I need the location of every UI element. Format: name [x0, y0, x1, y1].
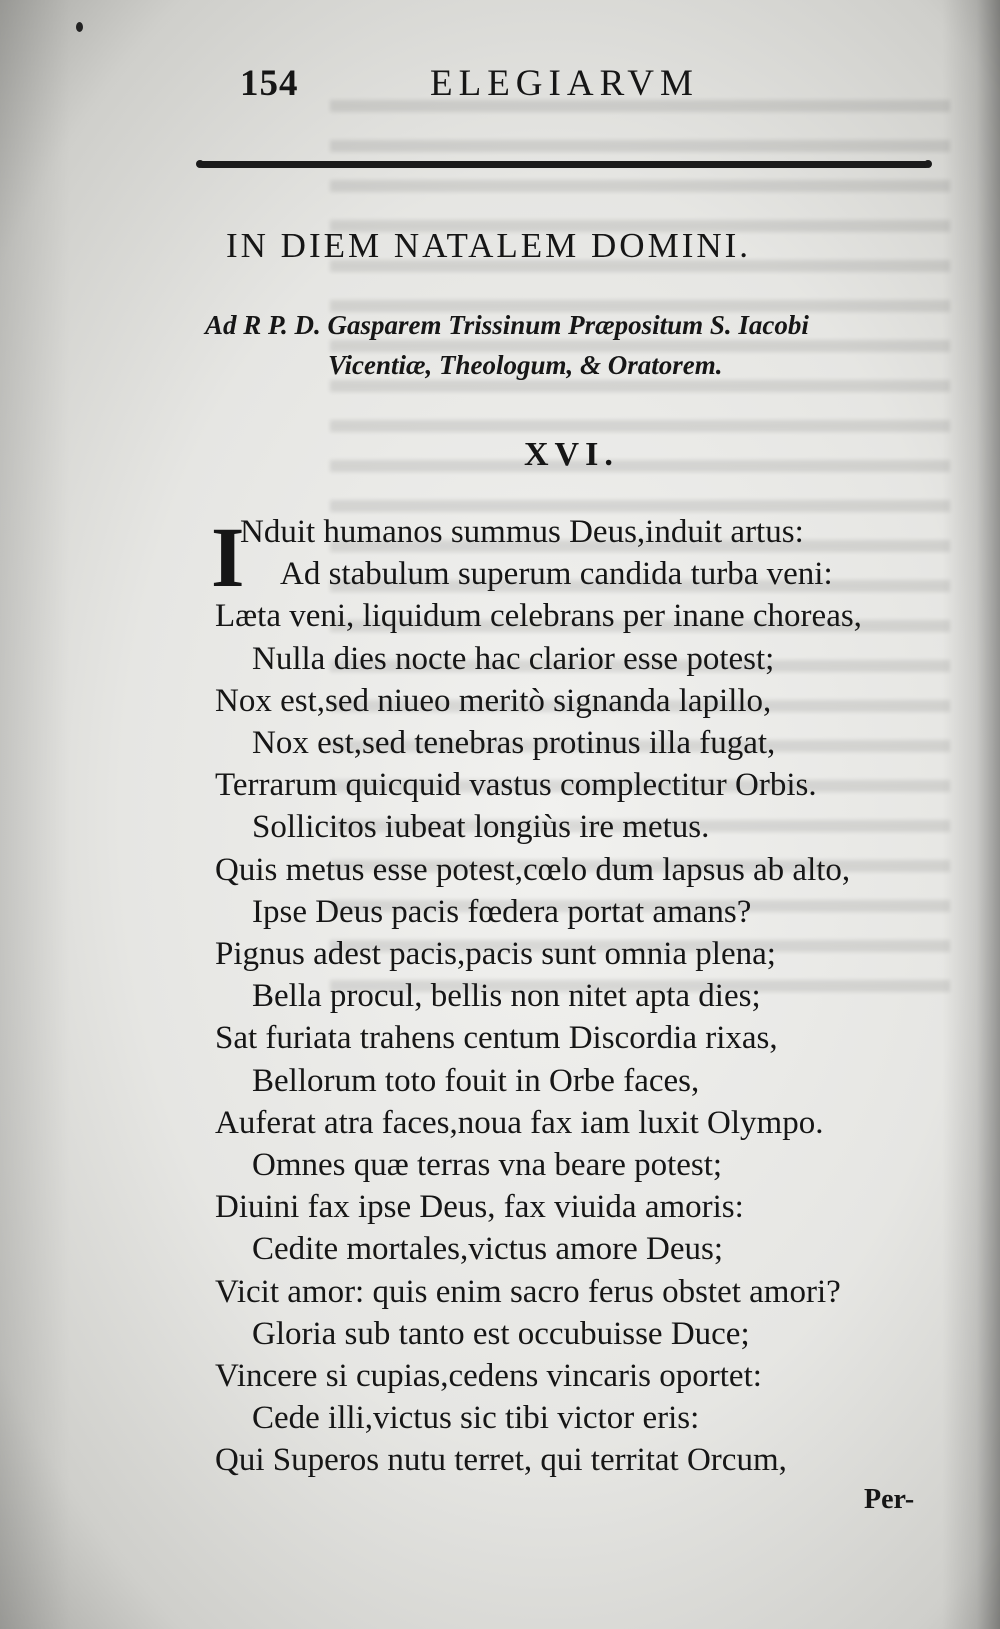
page-number: 154 — [240, 63, 299, 104]
poem-line: Læta veni, liquidum celebrans per inane choreas, — [215, 598, 862, 634]
poem-line: Vincere si cupias,cedens vincaris oportet: — [215, 1358, 762, 1394]
dedication-line-1: Ad R P. D. Gasparem Trissinum Præpositum S. Iacobi — [205, 310, 809, 340]
running-head: ELEGIARVM — [430, 63, 699, 104]
poem-line: Bella procul, bellis non nitet apta dies; — [252, 978, 761, 1014]
poem-line: Ad stabulum superum candida turba veni: — [280, 556, 833, 592]
poem-line: Gloria sub tanto est occubuisse Duce; — [252, 1316, 750, 1352]
poem-line: Auferat atra faces,noua fax iam luxit Olympo. — [215, 1105, 824, 1141]
drop-cap: I — [211, 509, 245, 605]
poem-title: IN DIEM NATALEM DOMINI. — [226, 226, 752, 265]
poem-line: Nox est,sed tenebras protinus illa fugat, — [252, 725, 776, 761]
ink-mark — [76, 22, 83, 32]
poem-line: Nulla dies nocte hac clarior esse potest; — [252, 641, 775, 677]
poem-line: Vicit amor: quis enim sacro ferus obstet amori? — [215, 1274, 841, 1310]
rule-ornament-right — [924, 160, 932, 168]
catchword: Per- — [864, 1484, 915, 1515]
poem-line: Omnes quæ terras vna beare potest; — [252, 1147, 723, 1183]
poem-line: Pignus adest pacis,pacis sunt omnia plena; — [215, 936, 776, 972]
poem-number: XVI. — [524, 436, 619, 473]
poem-line: Diuini fax ipse Deus, fax viuida amoris: — [215, 1189, 744, 1225]
poem-line: Quis metus esse potest,cœlo dum lapsus ab alto, — [215, 852, 851, 888]
poem-line: Terrarum quicquid vastus complectitur Orbis. — [215, 767, 817, 803]
dedication-line-2: Vicentiæ, Theologum, & Oratorem. — [328, 350, 723, 380]
poem-line: Nox est,sed niueo meritò signanda lapillo, — [215, 683, 772, 719]
poem-line: Nduit humanos summus Deus,induit artus: — [240, 514, 804, 550]
page-shadow-right — [942, 0, 1000, 1629]
header-rule — [200, 161, 928, 168]
poem-line: Qui Superos nutu terret, qui territat Orcum, — [215, 1442, 787, 1478]
poem-line: Ipse Deus pacis fœdera portat amans? — [252, 894, 752, 930]
poem-line: Bellorum toto fouit in Orbe faces, — [252, 1063, 700, 1099]
poem-line: Sat furiata trahens centum Discordia rixas, — [215, 1020, 778, 1056]
page-shadow-left — [0, 0, 70, 1629]
poem-line: Sollicitos iubeat longiùs ire metus. — [252, 809, 710, 845]
poem-line: Cedite mortales,victus amore Deus; — [252, 1231, 724, 1267]
poem-line: Cede illi,victus sic tibi victor eris: — [252, 1400, 700, 1436]
page-header — [240, 62, 940, 112]
